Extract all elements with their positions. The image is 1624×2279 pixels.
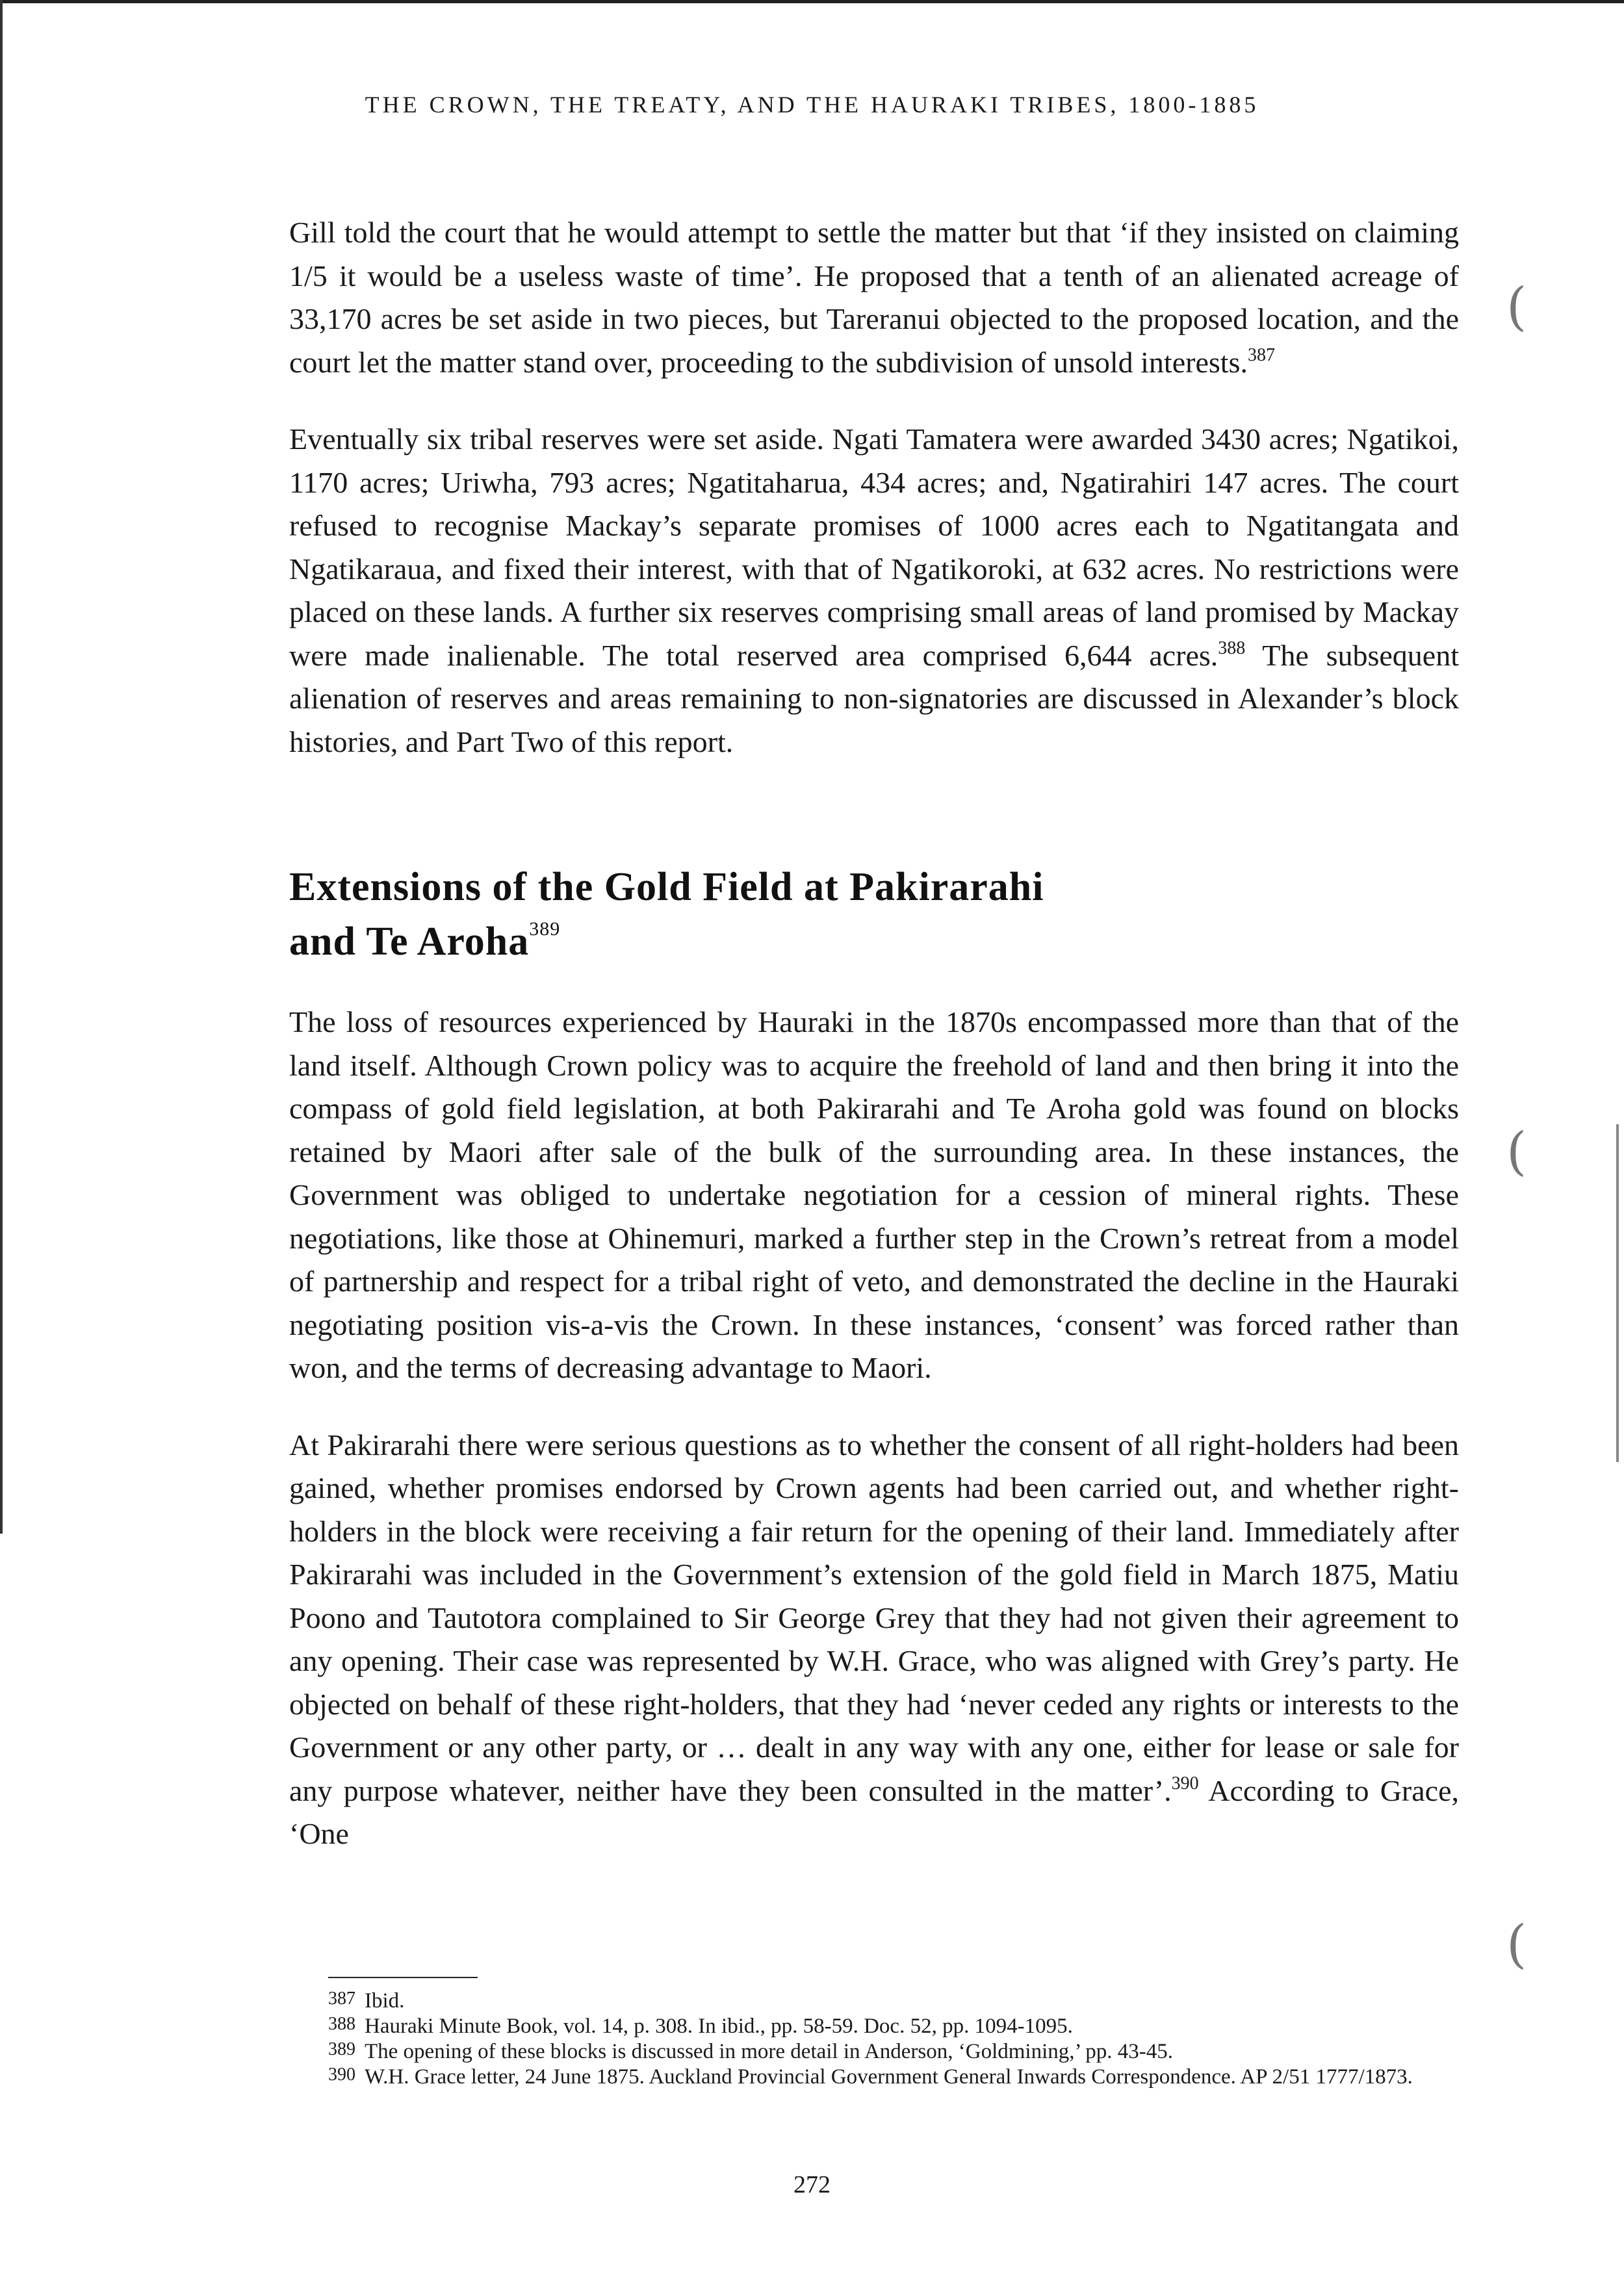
section-heading-block <box>289 860 1459 969</box>
scan-edge-right <box>1616 1124 1619 1462</box>
footnote-ref[interactable]: 388 <box>1218 637 1246 658</box>
footnote-text: Ibid. <box>365 1989 405 2013</box>
footnote-387 <box>328 1989 1472 2014</box>
paragraph-gill-court <box>289 211 1459 384</box>
footnote-text: W.H. Grace letter, 24 June 1875. Auckland Provincial Government General Inwards Correspondence. AP 2/51 1777/1873. <box>365 2065 1413 2089</box>
footnote-ref[interactable]: 389 <box>529 918 561 940</box>
footnote-ref[interactable]: 387 <box>1247 344 1275 365</box>
paragraph-text: Eventually six tribal reserves were set aside. Ngati Tamatera were awarded 3430 acres; Ngatikoi, 1170 acres; Uriwha, 793 acres; Ngatitaharua, 434 acres; and, Ngatirahiri 147 acres. The court refused to recognise Mackay’s separate promises of 1000 acres each to Ngatitangata and Ngatikaraua, and fixed their interest, with that of Ngatikoroki, at 632 acres. No restrictions were placed on these lands. A further six reserves comprising small areas of land promised by Mackay were made inalienable. The total reserved area comprised 6,644 acres. <box>289 422 1459 672</box>
paragraph-tribal-reserves <box>289 418 1459 764</box>
margin-bracket-mark: ( <box>1506 1914 1527 1974</box>
running-head: THE CROWN, THE TREATY, AND THE HAURAKI TRIBES, 1800-1885 <box>365 92 1259 118</box>
paragraph-text: According to Grace, ‘One <box>289 1773 1460 1850</box>
footnote-number: 387 <box>328 1989 355 2009</box>
paragraph-text: At Pakirarahi there were serious questions as to whether the consent of all right-holders had been gained, whether promises endorsed by Crown agents had been carried out, and whether right-holders in the block were receiving a fair return for the opening of their land. Immediately after Pakirarahi was included in the Government’s extension of the gold field in March 1875, Matiu Poono and Tautotora complained to Sir George Grey that they had not given their agreement to any opening. Their case was represented by W.H. Grace, who was aligned with Grey’s party. He objected on behalf of these right-holders, that they had ‘never ceded any rights or interests to the Government or any other party, or … dealt in any way with any one, either for lease or sale for any purpose whatever, neither have they been consulted in the matter’. <box>289 1428 1459 1807</box>
footnote-390 <box>328 2065 1472 2090</box>
scan-edge-top <box>0 0 1624 3</box>
scan-edge-left <box>0 0 3 1534</box>
section-heading <box>289 860 1459 969</box>
footnote-number: 389 <box>328 2039 355 2059</box>
footnote-389 <box>328 2039 1472 2065</box>
paragraph-pakirarahi <box>289 1424 1459 1856</box>
paragraph-loss-of-resources: The loss of resources experienced by Hauraki in the 1870s encompassed more than that of the land itself. Although Crown policy was to acquire the freehold of land and then bring it into the compass of gold field legislation, at both Pakirarahi and Te Aroha gold was found on blocks retained by Maori after sale of the bulk of the surrounding area. In these instances, the Government was obliged to undertake negotiation for a cession of mineral rights. These negotiations, like those at Ohinemuri, marked a further step in the Crown’s retreat from a model of partnership and respect for a tribal right of veto, and demonstrated the decline in the Hauraki negotiating position vis-a-vis the Crown. In these instances, ‘consent’ was forced rather than won, and the terms of decreasing advantage to Maori. <box>289 1005 1459 1384</box>
footnote-388 <box>328 2014 1472 2039</box>
footnote-ref[interactable]: 390 <box>1171 1773 1199 1794</box>
page-number: 272 <box>793 2171 831 2198</box>
footnotes <box>328 1989 1472 2090</box>
footnote-number: 390 <box>328 2065 355 2085</box>
body-text-bottom <box>289 1001 1459 1890</box>
footnote-text: The opening of these blocks is discussed in more detail in Anderson, ‘Goldmining,’ pp. 43-45. <box>365 2040 1174 2063</box>
paragraph-text: The subsequent alienation of reserves and areas remaining to non-signatories are discussed in Alexander’s block histories, and Part Two of this report. <box>289 638 1459 758</box>
section-heading-line1: Extensions of the Gold Field at Pakirarahi <box>289 865 1044 909</box>
footnote-text: Hauraki Minute Book, vol. 14, p. 308. In ibid., pp. 58-59. Doc. 52, pp. 1094-1095. <box>365 2015 1073 2038</box>
footnote-number: 388 <box>328 2014 355 2034</box>
body-text-top <box>289 211 1459 797</box>
margin-bracket-mark: ( <box>1506 276 1527 337</box>
footnote-rule <box>328 1977 478 1978</box>
margin-bracket-mark: ( <box>1506 1121 1527 1181</box>
paragraph-text: Gill told the court that he would attempt to settle the matter but that ‘if they insisted on claiming 1/5 it would be a useless waste of time’. He proposed that a tenth of an alienated acreage of 33,170 acres be set aside in two pieces, but Tareranui objected to the proposed location, and the court let the matter stand over, proceeding to the subdivision of unsold interests. <box>289 216 1459 379</box>
section-heading-line2: and Te Aroha <box>289 920 530 964</box>
